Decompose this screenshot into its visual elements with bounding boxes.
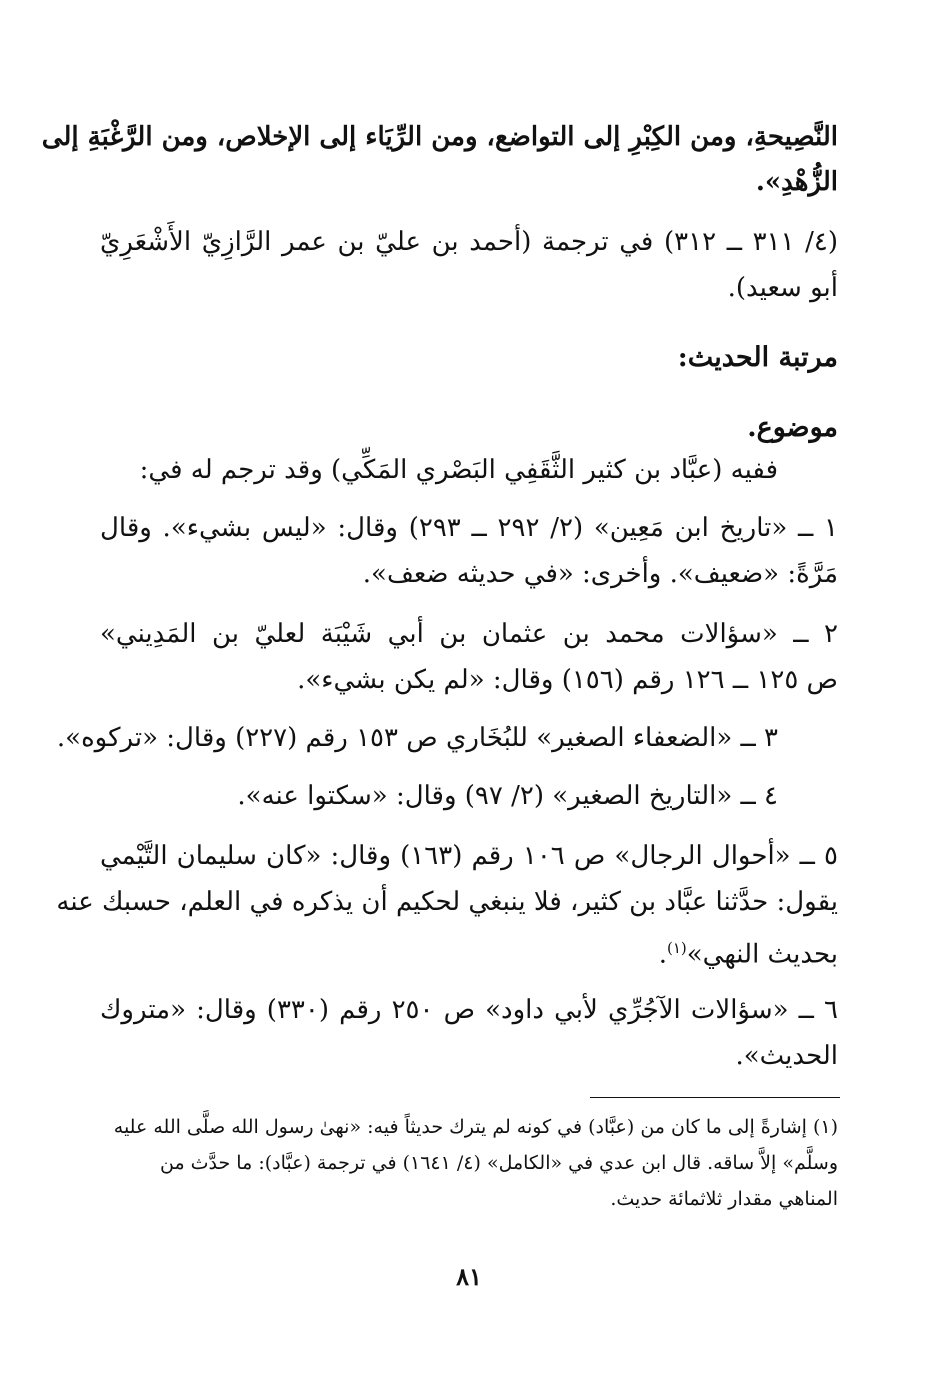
footnote-reference-1[interactable]: (١) bbox=[666, 939, 687, 957]
text-line-2: الزُّهْدِ». bbox=[755, 167, 838, 197]
footnote-1-line-1: (١) إشارةً إلى ما كان من (عبَّاد) في كونه لم يترك حديثاً فيه: «نهىٰ رسول الله صلَّى الله عليه bbox=[113, 1116, 838, 1138]
source-item-5-line-1: ٥ ــ «أحوال الرجال» ص ١٠٦ رقم (١٦٣) وقال: «كان سليمان التَّيْمي bbox=[100, 841, 838, 871]
source-item-2-line-1: ٢ ــ «سؤالات محمد بن عثمان بن أبي شَيْبَة لعليّ بن المَدِيني» bbox=[100, 619, 838, 649]
text-line-3: (٤/ ٣١١ ــ ٣١٢) في ترجمة (أحمد بن عليّ بن عمر الرَّازِيّ الأَشْعَرِيّ bbox=[100, 227, 839, 257]
hadith-grade-value: موضوع. bbox=[747, 412, 838, 443]
section-heading-hadith-grade: مرتبة الحديث: bbox=[677, 342, 838, 373]
text-line-7: ففيه (عبَّاد بن كثير الثَّقَفِي البَصْري المَكِّي) وقد ترجم له في: bbox=[139, 455, 778, 485]
source-item-6-line-2: الحديث». bbox=[735, 1041, 838, 1071]
footnote-1-line-3: المناهي مقدار ثلاثمائة حديث. bbox=[610, 1188, 838, 1210]
source-item-6-line-1: ٦ ــ «سؤالات الآجُرِّي لأبي داود» ص ٢٥٠ رقم (٣٣٠) وقال: «متروك bbox=[100, 995, 839, 1025]
source-item-1-line-2: مَرَّةً: «ضعيف». وأخرى: «في حديثه ضعف». bbox=[362, 559, 838, 589]
source-item-5-line-3-text: بحديث النهي» bbox=[686, 939, 838, 970]
source-item-5-line-3 bbox=[100, 928, 838, 975]
sentence-end: . bbox=[658, 939, 667, 970]
source-item-3: ٣ ــ «الضعفاء الصغير» للبُخَاري ص ١٥٣ رقم (٢٢٧) وقال: «تركوه». bbox=[56, 723, 778, 753]
text-line-4: أبو سعيد). bbox=[727, 273, 838, 303]
text-line-1: النَّصِيحةِ، ومن الكِبْرِ إلى التواضع، ومن الرِّيَاء إلى الإخلاص، ومن الرَّغْبَةِ إلى bbox=[41, 122, 838, 152]
footnote-divider bbox=[590, 1097, 840, 1098]
page-number: ٨١ bbox=[456, 1262, 482, 1291]
source-item-2-line-2: ص ١٢٥ ــ ١٢٦ رقم (١٥٦) وقال: «لم يكن بشيء». bbox=[297, 665, 838, 695]
source-item-1-line-1: ١ ــ «تاريخ ابن مَعِين» (٢/ ٢٩٢ ــ ٢٩٣) وقال: «ليس بشيء». وقال bbox=[100, 513, 839, 543]
footnote-1-line-2: وسلَّم» إلاَّ ساقه. قال ابن عدي في «الكامل» (٤/ ١٦٤١) في ترجمة (عبَّاد): ما حدَّث من bbox=[159, 1152, 838, 1174]
source-item-5-line-2: يقول: حدَّثنا عبَّاد بن كثير، فلا ينبغي لحكيم أن يذكره في العلم، حسبك عنه bbox=[56, 887, 838, 917]
source-item-4: ٤ ــ «التاريخ الصغير» (٢/ ٩٧) وقال: «سكتوا عنه». bbox=[237, 781, 778, 811]
